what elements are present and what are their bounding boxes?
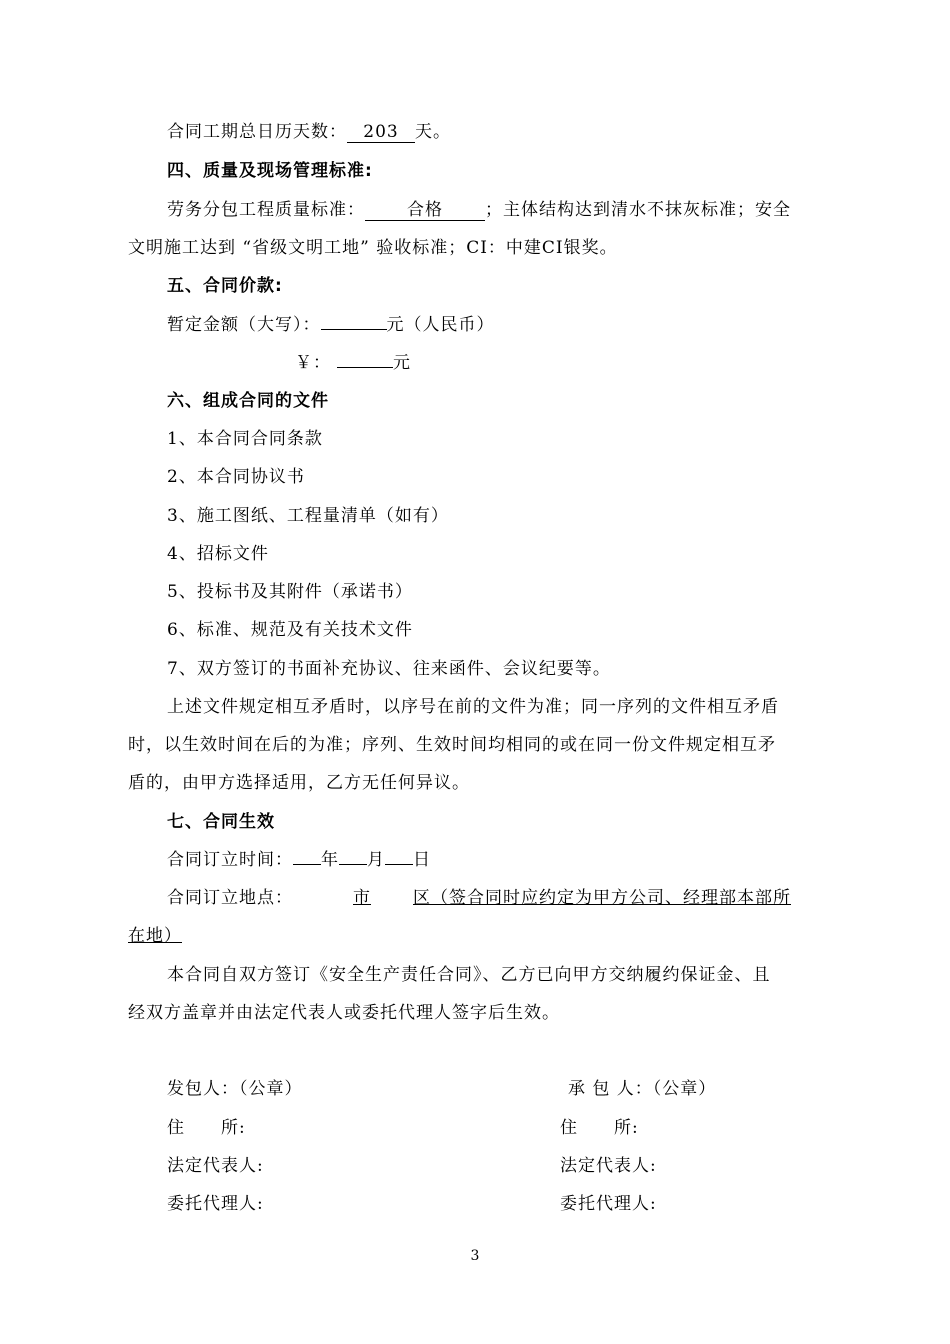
district-text: 区（签合同时应约定为甲方公司、经理部本部所 [413,888,791,908]
section6-title: 六、组成合同的文件 [167,391,329,411]
precedence-note-line: 上述文件规定相互矛盾时，以序号在前的文件为准；同一序列的文件相互矛盾 [167,697,779,717]
city-label: 市 [353,888,371,908]
section5-title: 五、合同价款: [167,276,283,296]
document-item: 3、施工图纸、工程量清单（如有） [167,506,449,526]
employer-address: 住 所: [167,1118,246,1138]
year-label: 年 [321,850,339,870]
employer-legal-rep: 法定代表人: [167,1156,264,1176]
district-blank [371,886,413,910]
quality-value: 合格 [365,200,485,221]
yen-blank [337,367,393,368]
amount-blank [321,329,387,330]
day-blank [385,864,413,865]
yen-unit: 元 [393,353,411,373]
amount-line [167,313,495,337]
section4-title: 四、质量及现场管理标准: [167,161,373,181]
signing-place-label: 合同订立地点： [167,888,293,908]
contractor-address: 住 所: [560,1118,639,1138]
civilization-line: 文明施工达到 “省级文明工地” 验收标准；CI：中建CI银奖。 [128,238,618,258]
quality-line [167,198,791,222]
page-number: 3 [470,1248,480,1264]
amount-unit: 元（人民币） [386,315,495,335]
quality-label: 劳务分包工程质量标准： [167,200,365,220]
signing-date-line [167,848,431,872]
document-item: 4、招标文件 [167,544,269,564]
precedence-note-line: 时，以生效时间在后的为准；序列、生效时间均相同的或在同一份文件规定相互矛 [128,735,776,755]
period-label: 合同工期总日历天数： [167,122,347,142]
yen-label: ￥： [295,353,331,373]
document-item: 5、投标书及其附件（承诺书） [167,582,413,602]
signing-place-line [167,886,791,910]
precedence-note-line: 盾的，由甲方选择适用，乙方无任何异议。 [128,773,470,793]
period-line [167,120,451,144]
contractor-agent: 委托代理人: [560,1194,657,1214]
period-days: 203 [347,122,415,143]
section7-title: 七、合同生效 [167,812,275,832]
effect-line: 本合同自双方签订《安全生产责任合同》、乙方已向甲方交纳履约保证金、且 [167,965,771,985]
yen-line [295,351,411,375]
employer-party: 发包人：（公章） [167,1079,303,1099]
amount-label: 暂定金额（大写）： [167,315,321,335]
city-blank [293,886,353,910]
month-blank [339,864,367,865]
contractor-legal-rep: 法定代表人: [560,1156,657,1176]
document-item: 2、本合同协议书 [167,467,305,487]
document-item: 7、双方签订的书面补充协议、往来函件、会议纪要等。 [167,659,611,679]
day-label: 日 [413,850,431,870]
year-blank [293,864,321,865]
document-item: 1、本合同合同条款 [167,429,323,449]
period-unit: 天。 [415,122,451,142]
quality-suffix: ；主体结构达到清水不抹灰标准；安全 [485,200,791,220]
contractor-party: 承 包 人：（公章） [568,1079,717,1099]
signing-date-label: 合同订立时间： [167,850,293,870]
signing-place-line2: 在地） [128,926,182,946]
effect-line: 经双方盖章并由法定代表人或委托代理人签字后生效。 [128,1003,560,1023]
employer-agent: 委托代理人: [167,1194,264,1214]
month-label: 月 [367,850,385,870]
document-item: 6、标准、规范及有关技术文件 [167,620,413,640]
